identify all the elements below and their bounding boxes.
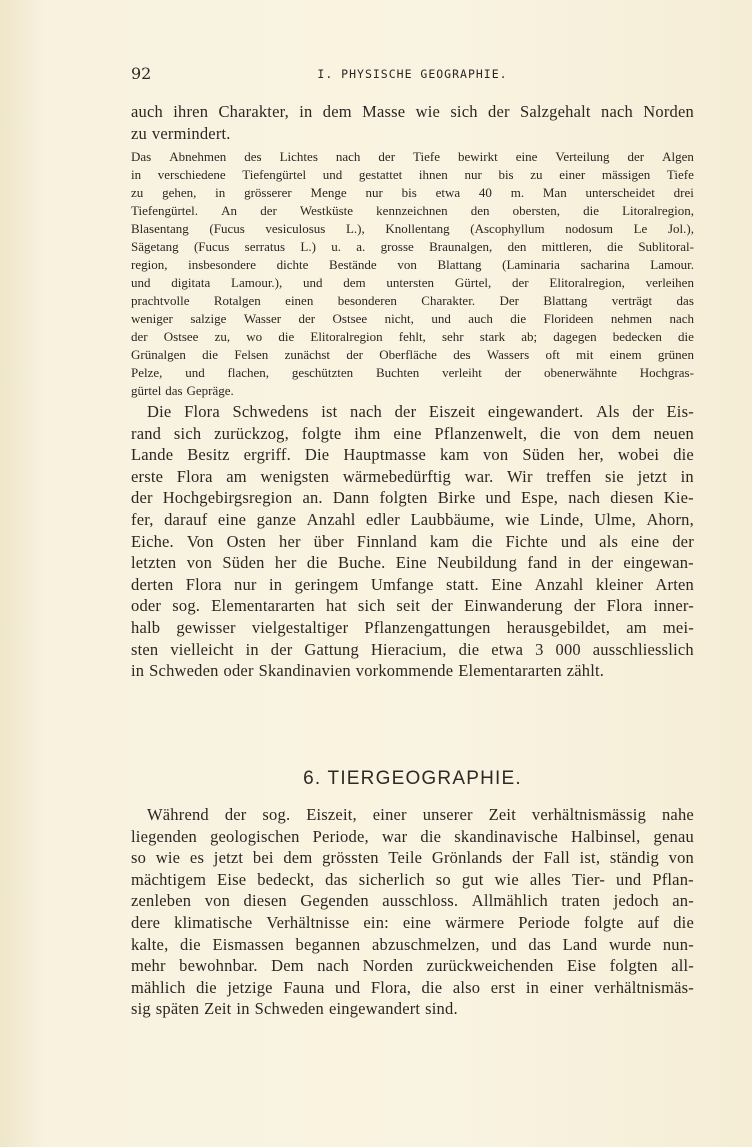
- text-line: Blasentang (Fucus vesiculosus L.), Knollentang (Ascophyllum nodosum Le Jol.),: [131, 221, 694, 236]
- text-line: Grünalgen die Felsen zunächst der Oberfläche des Wassers oft mit einem grünen: [131, 347, 694, 362]
- text-line: fer, darauf eine ganze Anzahl edler Laubbäume, wie Linde, Ulme, Ahorn,: [131, 509, 694, 529]
- text-line: oder sog. Elementararten hat sich seit der Einwanderung der Flora inner-: [131, 596, 694, 616]
- paragraph-continuation: [131, 101, 694, 144]
- text-line: mächtigem Eise bedeckt, das sicherlich so gut wie alles Tier- und Pflan-: [131, 869, 694, 889]
- text-line: rand sich zurückzog, folgte ihm eine Pflanzenwelt, die von dem neuen: [131, 423, 694, 443]
- text-line: auch ihren Charakter, in dem Masse wie sich der Salzgehalt nach Norden: [131, 102, 694, 121]
- text-line: Sägetang (Fucus serratus L.) u. a. grosse Braunalgen, den mittleren, die Sublitoral-: [131, 239, 694, 254]
- text-line: so wie es jetzt bei dem grössten Teile Grönlands der Fall ist, ständig von: [131, 848, 694, 868]
- text-line: der Ostsee zu, wo die Elitoralregion fehlt, sehr stark ab; dagegen bedecken die: [131, 329, 694, 344]
- text-line: weniger salzige Wasser der Ostsee nicht, und auch die Florideen nehmen nach: [131, 311, 694, 326]
- text-line: mehr bewohnbar. Dem nach Norden zurückweichenden Eise folgten all-: [131, 956, 694, 976]
- page-number: 92: [131, 64, 152, 83]
- text-line: Eiche. Von Osten her über Finnland kam die Fichte und als eine der: [131, 531, 694, 551]
- text-line: liegenden geologischen Periode, war die skandinavische Halbinsel, genau: [131, 826, 694, 846]
- text-line: Tiefengürtel. An der Westküste kennzeichnen den obersten, die Litoralregion,: [131, 203, 694, 218]
- text-line: letzten von Süden her die Buche. Eine Neubildung fand in der eingewan-: [131, 553, 694, 573]
- text-line: erste Flora am wenigsten wärmebedürftig war. Wir treffen sie jetzt in: [131, 466, 694, 486]
- text-line: Das Abnehmen des Lichtes nach der Tiefe bewirkt eine Verteilung der Algen: [131, 149, 694, 164]
- text-line: mählich die jetzige Fauna und Flora, die also erst in einer verhältnismäs-: [131, 977, 694, 997]
- text-line: sig späten Zeit in Schweden eingewandert sind.: [131, 999, 458, 1019]
- text-line: halb gewisser vielgestaltiger Pflanzengattungen herausgebildet, am mei-: [131, 617, 694, 637]
- text-line: Pelze, und flachen, geschützten Buchten verleiht der obenerwähnte Hochgras-: [131, 365, 694, 380]
- text-line: region, insbesondere dichte Bestände von Blattang (Laminaria sacharina Lamour.: [131, 257, 694, 272]
- section-heading: 6. TIERGEOGRAPHIE.: [303, 768, 522, 789]
- text-line: zu gehen, in grösserer Menge nur bis etwa 40 m. Man unterscheidet drei: [131, 185, 694, 200]
- paragraph-tiergeographie: [131, 804, 694, 1020]
- text-line: und digitata Lamour.), und dem untersten Gürtel, der Elitoralregion, verleihen: [131, 275, 694, 290]
- text-line: kalte, die Eismassen begannen abzuschmelzen, und das Land wurde nun-: [131, 934, 694, 954]
- text-line: sten vielleicht in der Gattung Hieracium, die etwa 3 000 ausschliesslich: [131, 639, 694, 659]
- text-line: dere klimatische Verhältnisse ein: eine wärmere Periode folgte auf die: [131, 912, 694, 932]
- text-line: Lande Besitz ergriff. Die Hauptmasse kam von Süden her, wobei die: [131, 445, 694, 465]
- text-line: zenleben von diesen Gegenden ausschloss. Allmählich traten jedoch an-: [131, 891, 694, 911]
- text-line: zu vermindert.: [131, 123, 231, 143]
- text-line: Die Flora Schwedens ist nach der Eiszeit eingewandert. Als der Eis-: [147, 402, 694, 421]
- text-line: in verschiedene Tiefengürtel und gestattet ihnen nur bis zu einer mässigen Tiefe: [131, 167, 694, 182]
- text-line: in Schweden oder Skandinavien vorkommende Elementararten zählt.: [131, 661, 605, 681]
- text-line: gürtel das Gepräge.: [131, 383, 234, 398]
- text-line: Während der sog. Eiszeit, einer unserer Zeit verhältnismässig nahe: [147, 805, 694, 824]
- running-head: I. PHYSISCHE GEOGRAPHIE.: [317, 67, 508, 81]
- text-line: prachtvolle Rotalgen einen besonderen Charakter. Der Blattang verträgt das: [131, 293, 694, 308]
- paragraph-algae-small-print: [131, 148, 694, 400]
- page-header: [131, 64, 694, 86]
- text-line: derten Flora nur in geringem Umfange statt. Eine Anzahl kleiner Arten: [131, 574, 694, 594]
- text-line: der Hochgebirgsregion an. Dann folgten Birke und Espe, nach diesen Kie-: [131, 488, 694, 508]
- paragraph-flora: [131, 401, 694, 682]
